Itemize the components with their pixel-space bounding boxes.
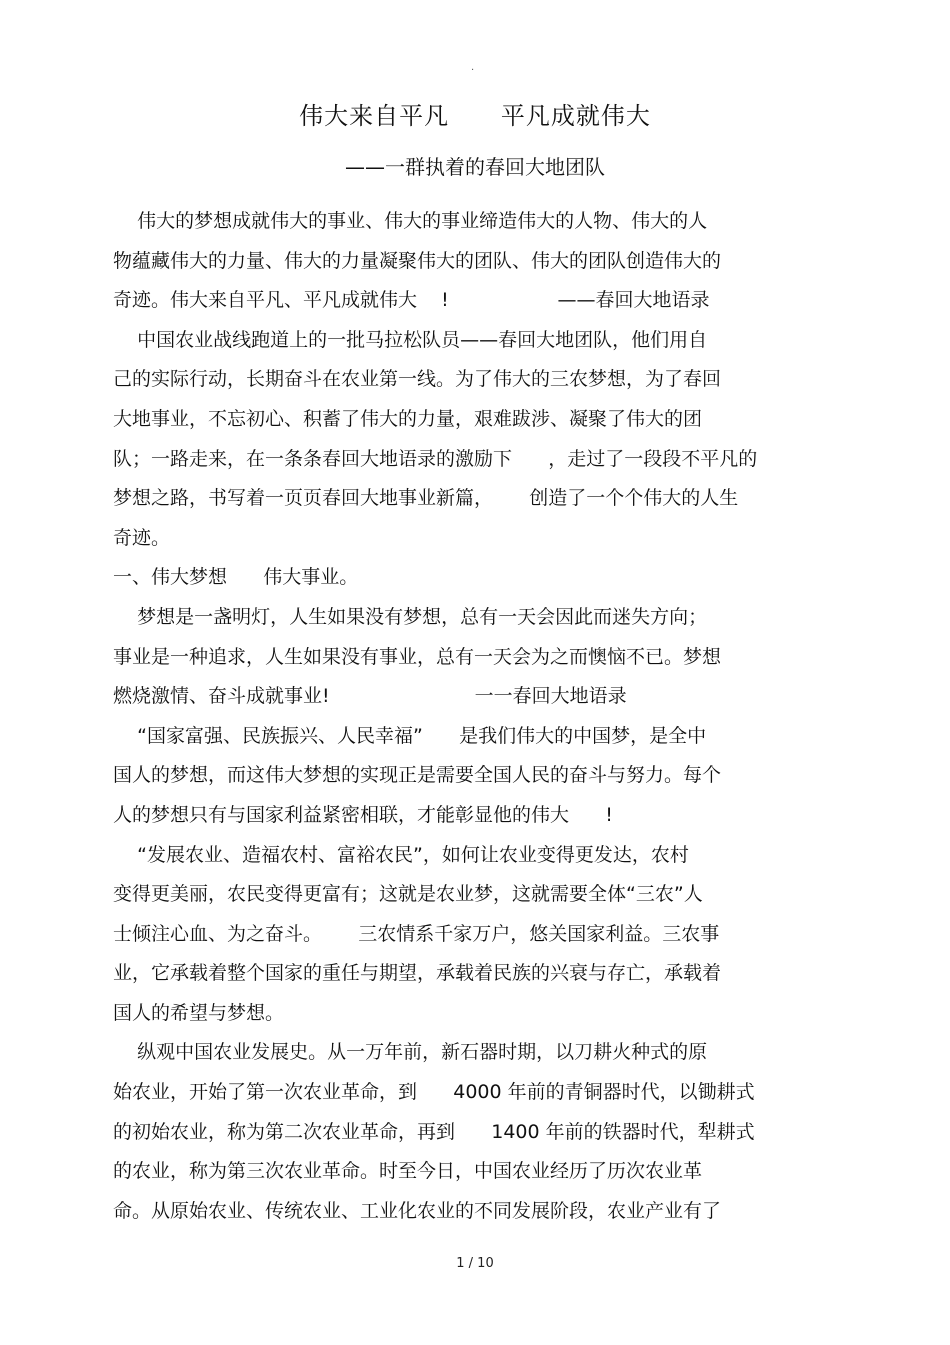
text-line: 事业是一种追求，人生如果没有事业，总有一天会为之而懊恼不已。梦想 <box>113 645 722 668</box>
text-line: 队；一路走来，在一条条春回大地语录的激励下 ，走过了一段段不平凡的 <box>113 447 758 470</box>
header-dot: . <box>471 62 475 73</box>
text-line: 伟大的梦想成就伟大的事业、伟大的事业缔造伟大的人物、伟大的人 <box>113 210 708 232</box>
text-line: 物蕴藏伟大的力量、伟大的力量凝聚伟大的团队、伟大的团队创造伟大的 <box>113 249 722 272</box>
text-line: 燃烧激情、奋斗成就事业! 一一春回大地语录 <box>113 685 627 708</box>
text-line: 士倾注心血、为之奋斗。 三农情系千家万户，悠关国家利益。三农事 <box>113 922 720 945</box>
text-line: 变得更美丽，农民变得更富有；这就是农业梦，这就需要全体“三农”人 <box>113 883 703 906</box>
text-line: 梦想之路，书写着一页页春回大地事业新篇， 创造了一个个伟大的人生 <box>113 487 739 510</box>
text-line: 己的实际行动，长期奋斗在农业第一线。为了伟大的三农梦想，为了春回 <box>113 368 722 391</box>
text-line: “发展农业、造福农村、富裕农民”，如何让农业变得更发达，农村 <box>113 843 689 866</box>
text-line: 的农业，称为第三次农业革命。时至今日，中国农业经历了历次农业革 <box>113 1160 703 1183</box>
text-line: 一、伟大梦想 伟大事业。 <box>113 566 359 589</box>
text-line: 的初始农业，称为第二次农业革命，再到 1400 年前的铁器时代，犁耕式 <box>113 1120 755 1143</box>
text-line: 命。从原始农业、传统农业、工业化农业的不同发展阶段，农业产业有了 <box>113 1199 722 1222</box>
text-line: 国人的梦想，而这伟大梦想的实现正是需要全国人民的奋斗与努力。每个 <box>113 764 722 787</box>
text-line: 人的梦想只有与国家利益紧密相联，才能彰显他的伟大 ! <box>113 803 613 826</box>
document-subtitle: ——一群执着的春回大地团队 <box>345 155 605 179</box>
page-number: 1 / 10 <box>456 1256 494 1271</box>
document-title: 伟大来自平凡 平凡成就伟大 <box>299 102 651 130</box>
text-line: 大地事业，不忘初心、积蓄了伟大的力量，艰难跋涉、凝聚了伟大的团 <box>113 407 703 430</box>
text-line: 纵观中国农业发展史。从一万年前，新石器时期，以刀耕火种式的原 <box>113 1041 708 1064</box>
text-line: 中国农业战线跑道上的一批马拉松队员——春回大地团队，他们用自 <box>113 328 708 351</box>
text-line: 梦想是一盏明灯，人生如果没有梦想，总有一天会因此而迷失方向； <box>113 605 708 628</box>
text-line: 国人的希望与梦想。 <box>113 1001 285 1024</box>
body-text <box>113 202 833 1231</box>
text-line: 奇迹。伟大来自平凡、平凡成就伟大 ! ——春回大地语录 <box>113 289 710 312</box>
text-line: 奇迹。 <box>113 526 171 549</box>
text-line: 始农业，开始了第一次农业革命，到 4000 年前的青铜器时代，以锄耕式 <box>113 1081 755 1104</box>
text-line: 业，它承载着整个国家的重任与期望，承载着民族的兴衰与存亡，承载着 <box>113 962 722 985</box>
text-line: “国家富强、民族振兴、人民幸福” 是我们伟大的中国梦，是全中 <box>113 724 707 747</box>
